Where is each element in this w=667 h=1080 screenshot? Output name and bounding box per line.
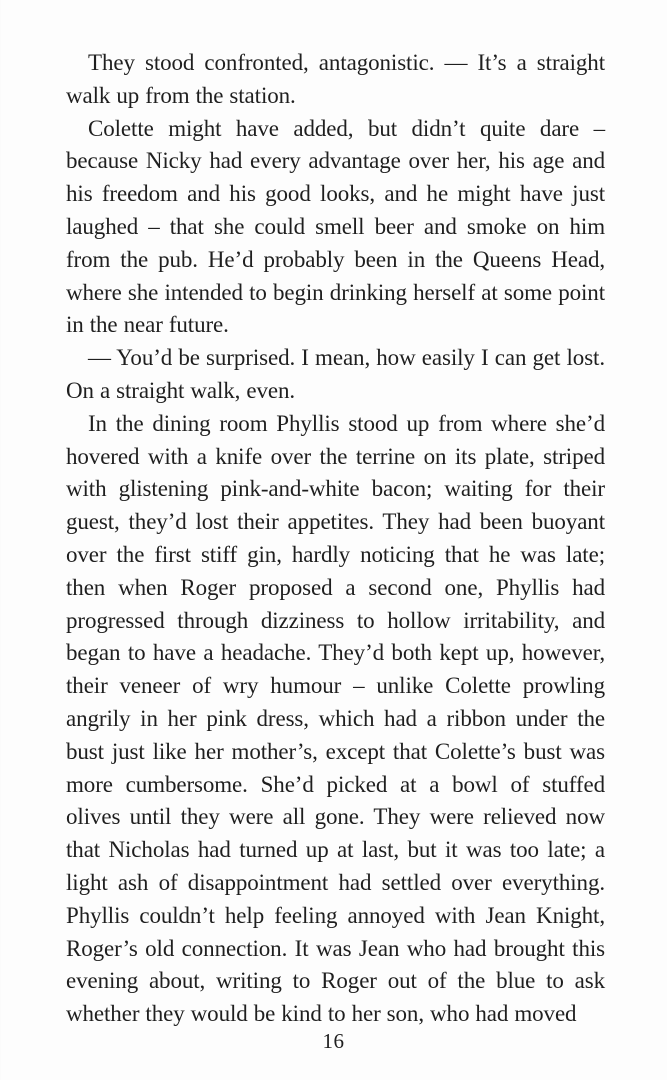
paragraph-2: Colette might have added, but didn’t quite dare – because Nicky had every advantage over her, his age and his freedom and his good looks, and he might have just laughed – that she could smell beer and smoke on him from the pub. He’d probably been in the Queens Head, where she intended to begin drinking herself at some point in the near future. [66, 115, 605, 338]
paragraph-3: — You’d be surprised. I mean, how easily I can get lost. On a straight walk, even. [66, 345, 605, 403]
body-text [66, 47, 605, 1031]
paragraph-4: In the dining room Phyllis stood up from where she’d hovered with a knife over the terrine on its plate, striped with glistening pink-and-white bacon; waiting for their guest, they’d lost their appetites. They had been buoyant over the first stiff gin, hardly noticing that he was late; then when Roger proposed a second one, Phyllis had progressed through dizziness to hollow irritability, and began to have a headache. They’d both kept up, however, their veneer of wry humour – unlike Colette prowling angrily in her pink dress, which had a ribbon under the bust just like her mother’s, except that Colette’s bust was more cumbersome. She’d picked at a bowl of stuffed olives until they were all gone. They were relieved now that Nicholas had turned up at last, but it was too late; a light ash of disappointment had settled over everything. Phyllis couldn’t help feeling annoyed with Jean Knight, Roger’s old connection. It was Jean who had brought this evening about, writing to Roger out of the blue to ask whether they would be kind to her son, who had moved [66, 410, 605, 1027]
paragraph-1: They stood confronted, antagonistic. — It’s a straight walk up from the station. [66, 50, 605, 108]
page-number: 16 [322, 1029, 345, 1053]
